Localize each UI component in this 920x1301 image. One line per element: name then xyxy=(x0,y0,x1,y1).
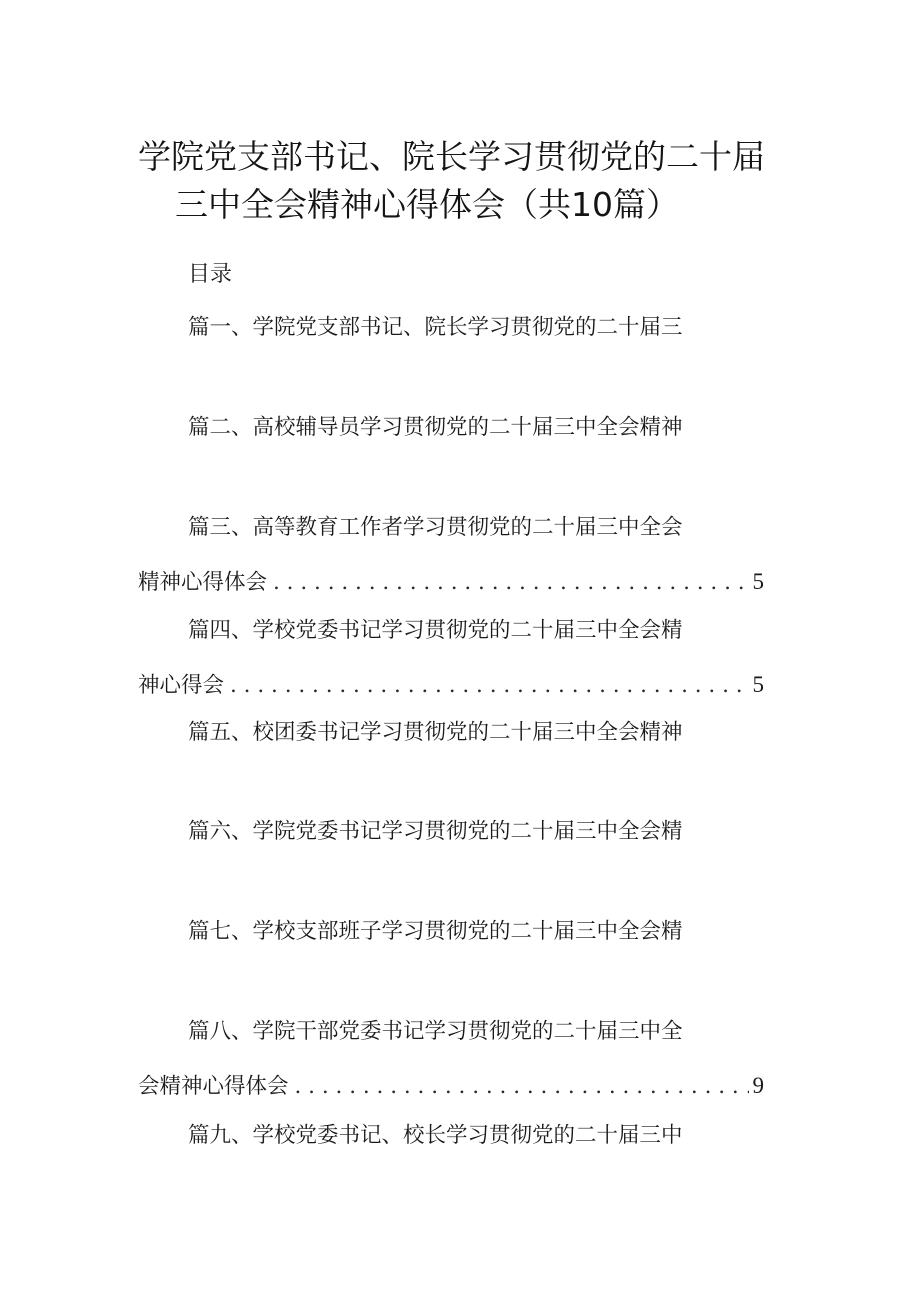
toc-page-number: 9 xyxy=(752,1073,764,1098)
toc-entry-4[interactable] xyxy=(138,614,764,703)
title-line-2: 三中全会精神心得体会（共10篇） xyxy=(175,185,679,224)
toc-entry-9[interactable] xyxy=(138,1119,764,1153)
dot-leader xyxy=(273,566,748,600)
toc-page-number: 5 xyxy=(752,672,764,697)
toc-entry-7[interactable] xyxy=(138,915,764,949)
toc-entry-text-cont: 神心得会 xyxy=(138,673,225,698)
toc-entry-6[interactable] xyxy=(138,815,764,849)
document-title xyxy=(138,133,778,229)
dot-leader xyxy=(295,1070,749,1104)
toc-entry-text-cont: 会精神心得体会 xyxy=(138,1074,289,1099)
toc-entry-text: 篇三、高等教育工作者学习贯彻党的二十届三中全会 xyxy=(188,515,683,540)
toc-page-number: 5 xyxy=(752,569,764,594)
toc-entry-2[interactable] xyxy=(138,411,764,445)
dot-leader xyxy=(230,669,748,703)
toc-entry-text: 篇九、学校党委书记、校长学习贯彻党的二十届三中 xyxy=(188,1123,683,1148)
toc-entry-5[interactable] xyxy=(138,716,764,750)
toc-entry-text: 篇二、高校辅导员学习贯彻党的二十届三中全会精神 xyxy=(188,415,683,440)
toc-entry-continuation xyxy=(138,1069,764,1104)
toc-entry-text: 篇六、学院党委书记学习贯彻党的二十届三中全会精 xyxy=(188,819,683,844)
toc-entry-text-cont: 精神心得体会 xyxy=(138,570,268,595)
toc-entry-text: 篇八、学院干部党委书记学习贯彻党的二十届三中全 xyxy=(188,1019,683,1044)
toc-heading: 目录 xyxy=(188,262,233,287)
toc-entry-3[interactable] xyxy=(138,511,764,600)
toc-entry-8[interactable] xyxy=(138,1015,764,1104)
toc-entry-text: 篇一、学院党支部书记、院长学习贯彻党的二十届三 xyxy=(188,315,683,340)
toc-entry-text: 篇五、校团委书记学习贯彻党的二十届三中全会精神 xyxy=(188,720,683,745)
toc-entry-continuation xyxy=(138,565,764,600)
toc-entry-continuation xyxy=(138,668,764,703)
toc-entry-text: 篇四、学校党委书记学习贯彻党的二十届三中全会精 xyxy=(188,618,683,643)
title-line-1: 学院党支部书记、院长学习贯彻党的二十届 xyxy=(138,137,765,176)
toc-entry-text: 篇七、学校支部班子学习贯彻党的二十届三中全会精 xyxy=(188,919,683,944)
toc-entry-1[interactable] xyxy=(138,311,764,345)
